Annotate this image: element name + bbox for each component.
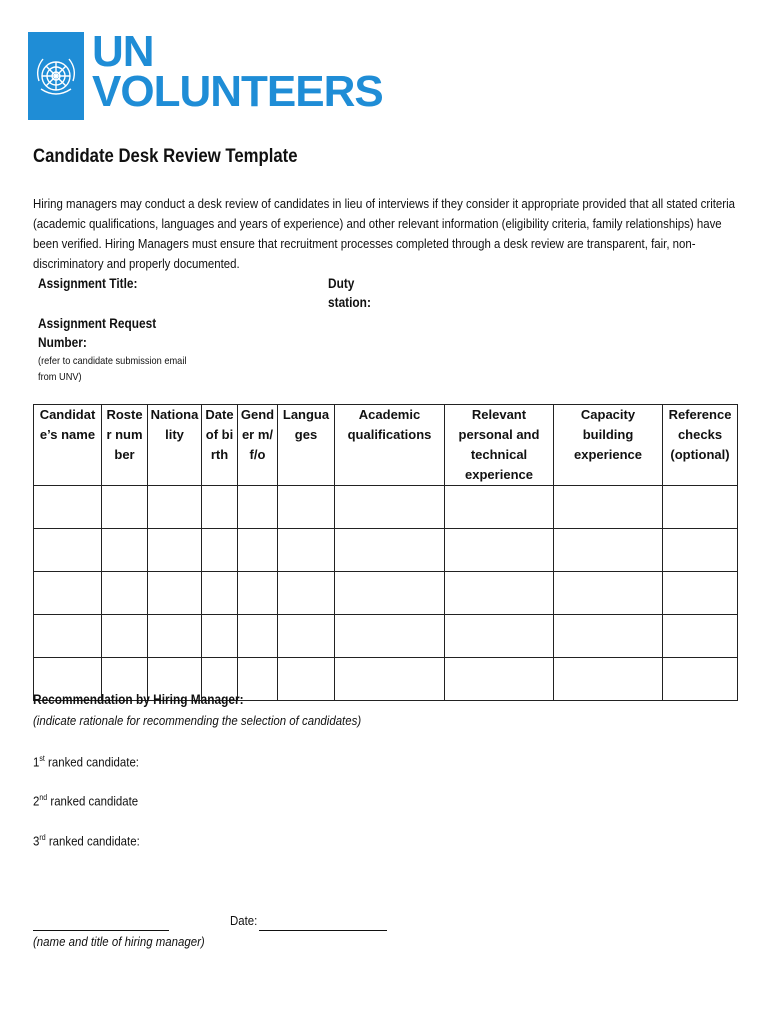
logo-line-volunteers: VOLUNTEERS: [92, 67, 383, 117]
second-ranked-candidate: 2nd ranked candidate: [33, 793, 139, 809]
table-cell[interactable]: [34, 615, 102, 658]
col-reference-checks: Reference checks (optional): [663, 405, 738, 486]
table-cell[interactable]: [663, 658, 738, 701]
table-cell[interactable]: [663, 572, 738, 615]
table-cell[interactable]: [554, 615, 663, 658]
third-ranked-candidate: 3rd ranked candidate:: [33, 833, 140, 849]
date-line[interactable]: [259, 930, 387, 931]
intro-paragraph: Hiring managers may conduct a desk review of candidates in lieu of interviews if they consider it appropriate provided that all stated criteria (academic qualifications, languages and years of experience) and other relevant information (eligibility criteria, family relationships) have been verified. Hiring Managers must ensure that recruitment processes completed through a desk review are transparent, fair, non-discriminatory and properly documented.: [33, 196, 736, 271]
table-row: [34, 615, 738, 658]
table-cell[interactable]: [238, 486, 278, 529]
table-cell[interactable]: [102, 486, 148, 529]
un-emblem-icon: [28, 32, 84, 120]
table-cell[interactable]: [445, 572, 554, 615]
table-cell[interactable]: [278, 658, 335, 701]
table-cell[interactable]: [34, 529, 102, 572]
col-roster-number: Roster number: [102, 405, 148, 486]
table-cell[interactable]: [202, 486, 238, 529]
table-row: [34, 529, 738, 572]
table-cell[interactable]: [663, 615, 738, 658]
recommendation-subtitle: (indicate rationale for recommending the selection of candidates): [33, 713, 362, 728]
signature-caption: (name and title of hiring manager): [33, 934, 205, 949]
col-nationality: Nationality: [148, 405, 202, 486]
recommendation-title: Recommendation by Hiring Manager:: [33, 692, 244, 707]
table-cell[interactable]: [335, 615, 445, 658]
table-cell[interactable]: [238, 572, 278, 615]
col-academic-qualifications: Academic qualifications: [335, 405, 445, 486]
table-cell[interactable]: [148, 572, 202, 615]
assignment-title-label: Assignment Title:: [38, 276, 138, 291]
table-cell[interactable]: [102, 615, 148, 658]
table-row: [34, 572, 738, 615]
first-ranked-candidate: 1st ranked candidate:: [33, 754, 139, 770]
table-cell[interactable]: [554, 572, 663, 615]
table-cell[interactable]: [148, 615, 202, 658]
table-cell[interactable]: [554, 529, 663, 572]
table-cell[interactable]: [445, 658, 554, 701]
table-cell[interactable]: [445, 615, 554, 658]
table-cell[interactable]: [202, 572, 238, 615]
table-cell[interactable]: [238, 615, 278, 658]
table-cell[interactable]: [663, 529, 738, 572]
candidate-table: [33, 404, 738, 701]
col-gender: Gender m/f/o: [238, 405, 278, 486]
col-relevant-experience: Relevant personal and technical experience: [445, 405, 554, 486]
table-cell[interactable]: [148, 529, 202, 572]
table-cell[interactable]: [278, 572, 335, 615]
table-cell[interactable]: [335, 658, 445, 701]
un-volunteers-logo: [28, 27, 383, 120]
col-candidate-name: Candidate’s name: [34, 405, 102, 486]
duty-station-label: Duty station:: [328, 276, 371, 310]
date-label: Date:: [230, 913, 258, 928]
logo-line-un: UN: [92, 27, 154, 76]
table-cell[interactable]: [102, 529, 148, 572]
table-cell[interactable]: [202, 529, 238, 572]
table-cell[interactable]: [554, 658, 663, 701]
table-cell[interactable]: [335, 486, 445, 529]
col-capacity-building: Capacity building experience: [554, 405, 663, 486]
table-cell[interactable]: [278, 529, 335, 572]
col-date-of-birth: Date of birth: [202, 405, 238, 486]
table-cell[interactable]: [238, 529, 278, 572]
table-cell[interactable]: [663, 486, 738, 529]
table-cell[interactable]: [445, 529, 554, 572]
table-cell[interactable]: [335, 572, 445, 615]
table-cell[interactable]: [148, 486, 202, 529]
table-cell[interactable]: [278, 615, 335, 658]
table-cell[interactable]: [278, 486, 335, 529]
col-languages: Languages: [278, 405, 335, 486]
table-cell[interactable]: [34, 486, 102, 529]
table-header-row: [34, 405, 738, 486]
table-cell[interactable]: [34, 572, 102, 615]
assignment-request-number-label: Assignment Request Number:: [38, 316, 157, 350]
table-row: [34, 486, 738, 529]
page-title: Candidate Desk Review Template: [33, 146, 298, 167]
table-cell[interactable]: [335, 529, 445, 572]
table-cell[interactable]: [202, 615, 238, 658]
table-cell[interactable]: [102, 572, 148, 615]
table-cell[interactable]: [554, 486, 663, 529]
request-note: (refer to candidate submission email from UNV): [38, 355, 187, 383]
table-cell[interactable]: [445, 486, 554, 529]
signature-line[interactable]: [33, 930, 169, 931]
